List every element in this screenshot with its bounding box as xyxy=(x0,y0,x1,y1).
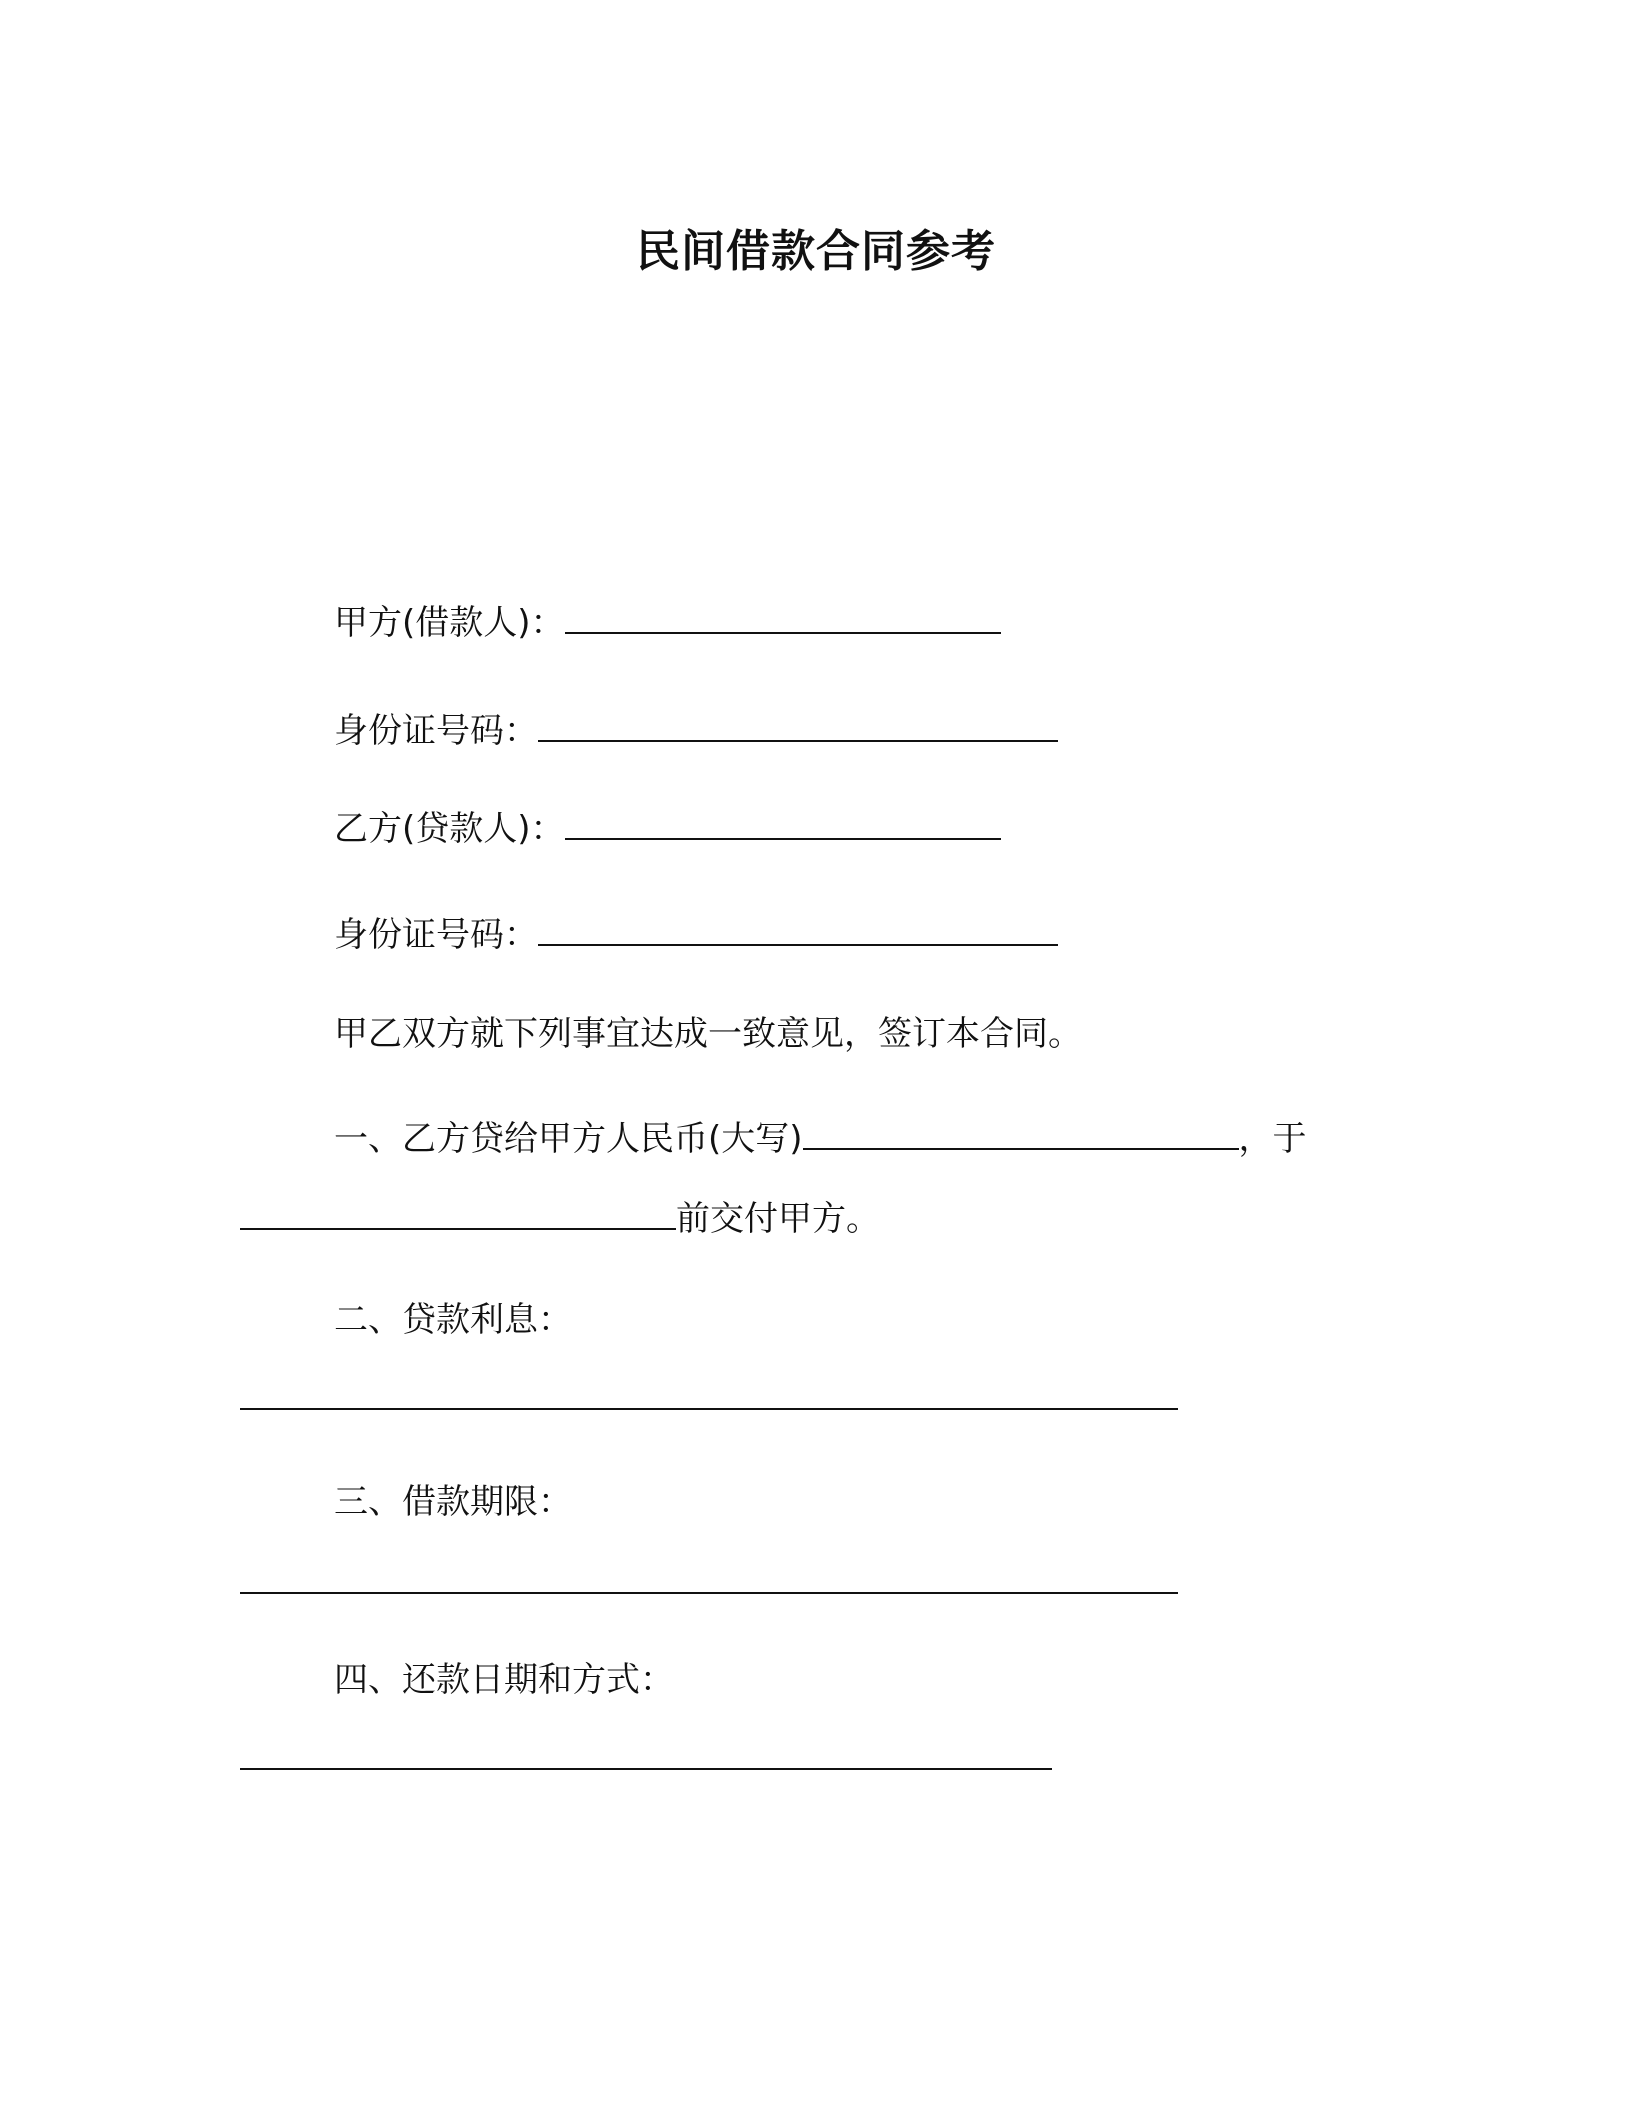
party-b-id-line xyxy=(334,910,1058,959)
clause-4-blank-line xyxy=(240,1734,1052,1783)
repayment-blank[interactable] xyxy=(240,1734,1052,1770)
clause-4-heading: 四、还款日期和方式： xyxy=(334,1660,674,1700)
party-a-label: 甲方(借款人)： xyxy=(334,603,565,643)
party-b-line xyxy=(334,804,1001,853)
clause-1-line-1 xyxy=(334,1114,1307,1163)
clause-2-blank-line xyxy=(240,1374,1178,1423)
clause-1-suffix: 前交付甲方。 xyxy=(676,1199,880,1239)
clause-3-blank-line xyxy=(240,1558,1178,1607)
clause-1-prefix: 一、乙方贷给甲方人民币(大写) xyxy=(334,1119,803,1159)
document-title: 民间借款合同参考 xyxy=(636,226,996,277)
clause-1-middle: ，于 xyxy=(1238,1119,1307,1159)
party-b-name-blank[interactable] xyxy=(565,804,1001,840)
clause-2-heading: 二、贷款利息： xyxy=(334,1300,572,1340)
party-a-name-blank[interactable] xyxy=(565,598,1001,634)
party-b-label: 乙方(贷款人)： xyxy=(334,809,565,849)
party-b-id-blank[interactable] xyxy=(538,910,1058,946)
term-blank[interactable] xyxy=(240,1558,1178,1594)
loan-amount-blank[interactable] xyxy=(803,1114,1239,1150)
party-a-line xyxy=(334,598,1001,647)
agreement-intro: 甲乙双方就下列事宜达成一致意见，签订本合同。 xyxy=(334,1014,1082,1054)
clause-1-line-2 xyxy=(240,1194,880,1243)
party-a-id-label: 身份证号码： xyxy=(334,711,538,751)
party-b-id-label: 身份证号码： xyxy=(334,915,538,955)
interest-blank[interactable] xyxy=(240,1374,1178,1410)
delivery-date-blank[interactable] xyxy=(240,1194,676,1230)
clause-3-heading: 三、借款期限： xyxy=(334,1482,572,1522)
party-a-id-blank[interactable] xyxy=(538,706,1058,742)
party-a-id-line xyxy=(334,706,1058,755)
